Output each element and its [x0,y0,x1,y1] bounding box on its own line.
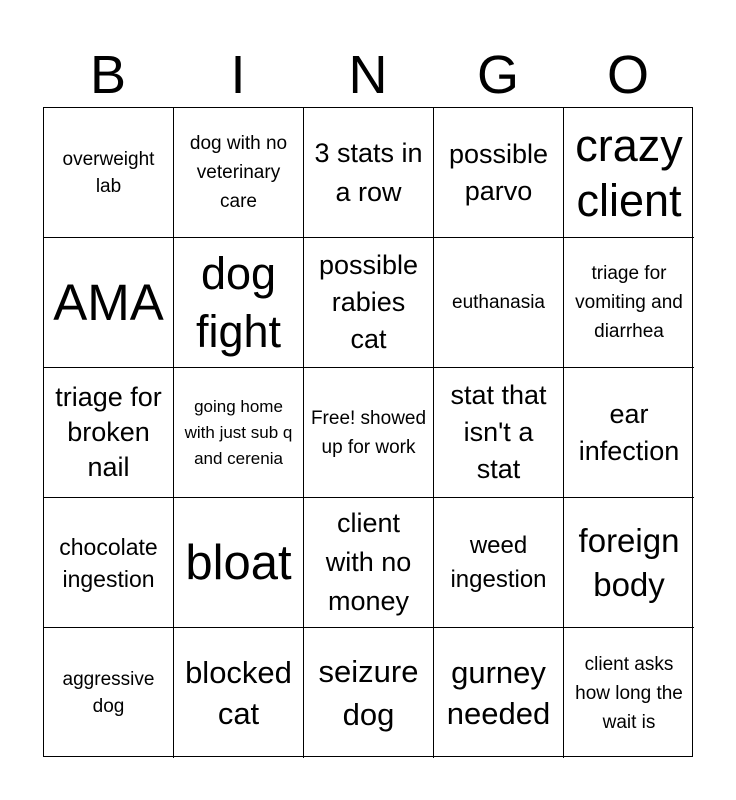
bingo-cell[interactable] [564,108,694,238]
cell-text: stat that isn't a stat [450,380,547,484]
cell-text: weed ingestion [450,531,547,593]
cell-text: going home with just sub q and cerenia [184,396,293,468]
cell-text: bloat [185,535,292,590]
header-letter-n: N [348,45,388,105]
cell-text: possible parvo [448,138,549,206]
cell-text: Free! showed up for work [310,407,427,458]
cell-text: overweight lab [62,148,155,197]
cell-text: client asks how long the wait is [575,653,683,733]
header-letter-i: I [230,45,246,105]
cell-text: gurney needed [446,655,551,731]
cell-text: blocked cat [185,655,292,731]
bingo-cell[interactable] [44,108,174,238]
cell-text: 3 stats in a row [314,137,423,207]
bingo-cell[interactable] [564,628,694,758]
bingo-cell[interactable] [44,628,174,758]
cell-text: possible rabies cat [318,250,419,354]
bingo-cell[interactable] [434,108,564,238]
header-letter-g: G [476,45,519,105]
cell-text: foreign body [578,521,680,603]
bingo-cell[interactable] [174,498,304,628]
cell-text: triage for broken nail [55,382,162,482]
bingo-cell[interactable] [44,238,174,368]
bingo-cell[interactable] [44,368,174,498]
bingo-cell[interactable] [564,498,694,628]
bingo-cell[interactable] [564,368,694,498]
cell-text: euthanasia [452,292,545,313]
bingo-cell[interactable] [434,368,564,498]
header-letter-o: O [606,45,649,105]
bingo-cell[interactable] [304,368,434,498]
bingo-cell[interactable] [174,368,304,498]
bingo-cell[interactable] [304,108,434,238]
bingo-cell[interactable] [304,628,434,758]
bingo-cell[interactable] [44,498,174,628]
bingo-grid [43,107,693,757]
cell-text: aggressive dog [62,669,155,717]
cell-text: client with no money [325,508,412,616]
cell-text: dog with no veterinary care [189,133,288,212]
bingo-cell[interactable] [174,108,304,238]
cell-text: ear infection [578,398,680,466]
bingo-cell[interactable] [434,498,564,628]
bingo-cell[interactable] [174,238,304,368]
cell-text: AMA [53,273,164,331]
cell-text: crazy client [575,119,683,226]
bingo-header [43,44,693,106]
cell-text: triage for vomiting and diarrhea [575,263,683,342]
bingo-cell[interactable] [304,498,434,628]
bingo-cell[interactable] [304,238,434,368]
cell-text: chocolate ingestion [59,533,158,592]
bingo-cell[interactable] [434,238,564,368]
bingo-cell[interactable] [564,238,694,368]
cell-text: dog fight [195,247,282,357]
header-letter-b: B [89,45,127,105]
bingo-cell[interactable] [434,628,564,758]
bingo-cell[interactable] [174,628,304,758]
cell-text: seizure dog [318,654,419,732]
